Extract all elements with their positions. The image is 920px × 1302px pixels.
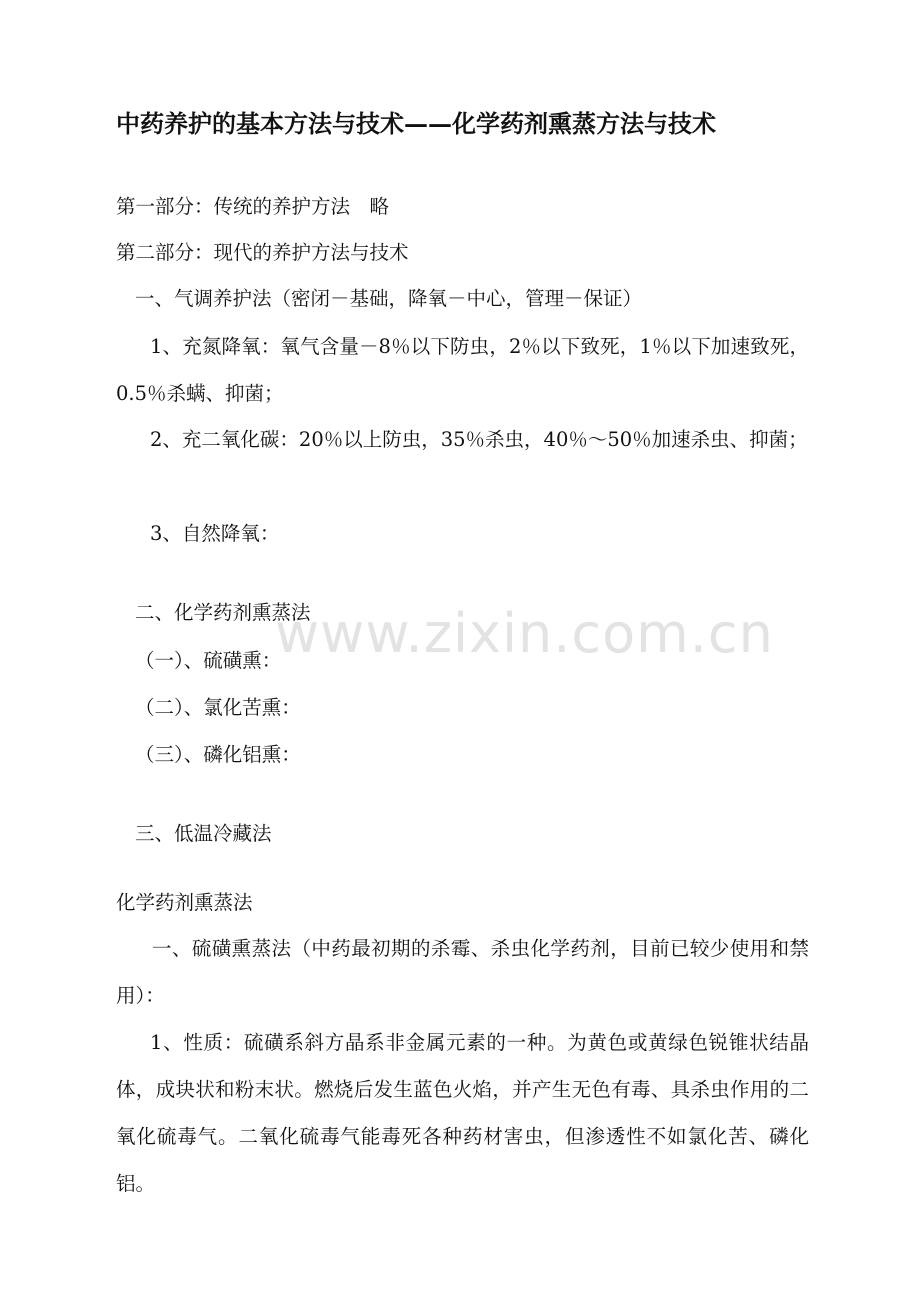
- sulfur-properties-paragraph: 1、性质：硫磺系斜方晶系非金属元素的一种。为黄色或黄绿色锐锥状结晶体，成块状和粉末状。燃烧后发生蓝色火焰，并产生无色有毒、具杀虫作用的二氧化硫毒气。二氧化硫毒气能毒死各种药材害虫，但渗透性不如氯化苦、磷化铝。: [116, 1031, 809, 1195]
- sulfur-fumigation-heading: 一、硫磺熏蒸法（中药最初期的杀霉、杀虫化学药剂，目前已较少使用和禁用）：: [116, 937, 809, 1007]
- section-one-item-1: 1、充氮降氧：氧气含量－8％以下防虫，2％以下致死，1％以下加速致死，0.5％杀螨、抑菌；: [116, 335, 809, 405]
- section-two-heading: 二、化学药剂熏蒸法: [135, 601, 311, 624]
- section-two-item-3: （三）、磷化铝熏：: [135, 743, 301, 766]
- document-title: 中药养护的基本方法与技术——化学药剂熏蒸方法与技术: [116, 109, 716, 138]
- part-two-heading: 第二部分：现代的养护方法与技术: [116, 241, 409, 264]
- section-two-item-1: （一）、硫磺熏：: [135, 649, 282, 672]
- section-two-item-2: （二）、氯化苦熏：: [135, 696, 301, 719]
- watermark-text: www.zixin.com.cn: [275, 602, 774, 665]
- section-one-item-2: 2、充二氧化碳：20％以上防虫，35％杀虫，40％～50％加速杀虫、抑菌；: [150, 428, 808, 451]
- chemical-fumigation-heading: 化学药剂熏蒸法: [116, 891, 253, 914]
- part-one-heading: 第一部分：传统的养护方法 略: [116, 195, 390, 218]
- section-three-heading: 三、低温冷藏法: [135, 822, 272, 845]
- section-one-item-3: 3、自然降氧：: [150, 522, 280, 545]
- section-one-heading: 一、气调养护法（密闭－基础，降氧－中心，管理－保证）: [135, 287, 643, 310]
